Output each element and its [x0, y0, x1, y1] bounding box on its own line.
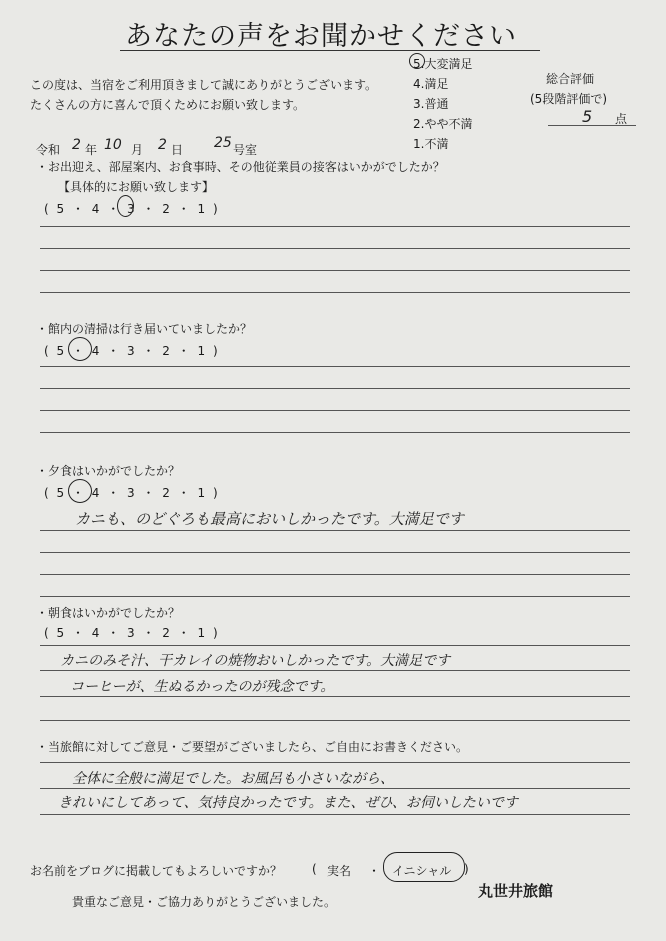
name-option-initial: イニシャル: [392, 864, 452, 878]
answer-line: [40, 552, 630, 553]
name-option-separator: ・: [368, 864, 381, 878]
question-4-scale: ( 5 ・ 4 ・ 3 ・ 2 ・ 1 ): [44, 626, 220, 640]
answer-line: [40, 388, 630, 389]
question-1-sub: 【具体的にお願い致します】: [58, 180, 215, 194]
intro-line-2: たくさんの方に喜んで頂くためにお願い致します。: [30, 98, 306, 112]
title-underline: [120, 50, 540, 51]
question-4-text: ・朝食はいかがでしたか？: [36, 606, 181, 620]
question-1-text: ・お出迎え、部屋案内、お食事時、その他従業員の接客はいかがでしたか？: [36, 160, 445, 174]
overall-value: 5: [582, 107, 593, 126]
legend-item-2: 2.やや不満: [413, 117, 473, 131]
form-title: あなたの声をお聞かせください: [125, 21, 517, 52]
question-4-comment-line-2: コーヒーが、生ぬるかったのが残念です。: [70, 679, 335, 695]
visit-day: 2: [158, 137, 167, 153]
visit-year: 2: [72, 137, 81, 153]
visit-day-unit: 日: [171, 143, 184, 157]
question-4-comment-line-1: カニのみそ汁、干カレイの焼物おいしかったです。大満足です: [60, 653, 451, 669]
answer-line: [40, 530, 630, 531]
answer-line: [40, 596, 630, 597]
answer-line: [40, 788, 630, 789]
thanks-text: 貴重なご意見・ご協力ありがとうございました。: [72, 895, 337, 909]
intro-line-1: この度は、当宿をご利用頂きまして誠にありがとうございます。: [30, 78, 378, 92]
name-option-open-paren: (: [312, 862, 317, 876]
answer-line: [40, 226, 630, 227]
inn-name: 丸世井旅館: [478, 882, 554, 900]
answer-line: [40, 645, 630, 646]
name-permission-question: お名前をブログに掲載してもよろしいですか？: [30, 864, 283, 878]
answer-line: [40, 670, 630, 671]
question-2-scale: ( 5 ・ 4 ・ 3 ・ 2 ・ 1 ): [44, 344, 220, 358]
legend-item-1: 1.不満: [413, 137, 449, 151]
legend-item-4: 4.満足: [413, 77, 449, 91]
free-comment-line-2: きれいにしてあって、気持良かったです。また、ぜひ、お伺いしたいです: [58, 795, 518, 811]
answer-line: [40, 366, 630, 367]
visit-year-unit: 年: [85, 143, 98, 157]
answer-line: [40, 574, 630, 575]
visit-room: 25: [214, 135, 232, 151]
question-3-text: ・夕食はいかがでしたか？: [36, 464, 181, 478]
overall-sub: (5段階評価で): [530, 92, 607, 106]
name-option-selected-circle: [383, 852, 465, 882]
question-2-text: ・館内の清掃は行き届いていましたか？: [36, 322, 253, 336]
answer-line: [40, 292, 630, 293]
answer-line: [40, 432, 630, 433]
free-comment-line-1: 全体に全般に満足でした。お風呂も小さいながら、: [72, 771, 394, 787]
answer-line: [40, 762, 630, 763]
name-option-real: 実名: [327, 864, 352, 878]
visit-era: 令和: [36, 143, 61, 157]
answer-line: [40, 720, 630, 721]
question-1-scale: ( 5 ・ 4 ・ 3 ・ 2 ・ 1 ): [44, 202, 220, 216]
question-3-selected-circle: [68, 479, 92, 503]
overall-underline: [548, 125, 636, 126]
question-3-comment-line-1: カニも、のどぐろも最高においしかったです。大満足です: [75, 510, 464, 528]
free-comment-prompt: ・当旅館に対してご意見・ご要望がございましたら、ご自由にお書きください。: [36, 740, 469, 754]
visit-month: 10: [104, 137, 122, 153]
name-option-close-paren: ): [464, 862, 469, 876]
visit-room-unit: 号室: [233, 143, 258, 157]
legend-selected-circle: [409, 53, 425, 69]
answer-line: [40, 270, 630, 271]
answer-line: [40, 248, 630, 249]
answer-line: [40, 696, 630, 697]
answer-line: [40, 410, 630, 411]
legend-item-3: 3.普通: [413, 97, 449, 111]
question-2-selected-circle: [68, 337, 92, 361]
answer-line: [40, 814, 630, 815]
overall-label: 総合評価: [546, 72, 595, 86]
question-1-selected-circle: [117, 195, 134, 217]
overall-unit: 点: [615, 112, 628, 126]
question-3-scale: ( 5 ・ 4 ・ 3 ・ 2 ・ 1 ): [44, 486, 220, 500]
visit-month-unit: 月: [131, 143, 144, 157]
legend-item-5: 5.大変満足: [413, 57, 473, 71]
